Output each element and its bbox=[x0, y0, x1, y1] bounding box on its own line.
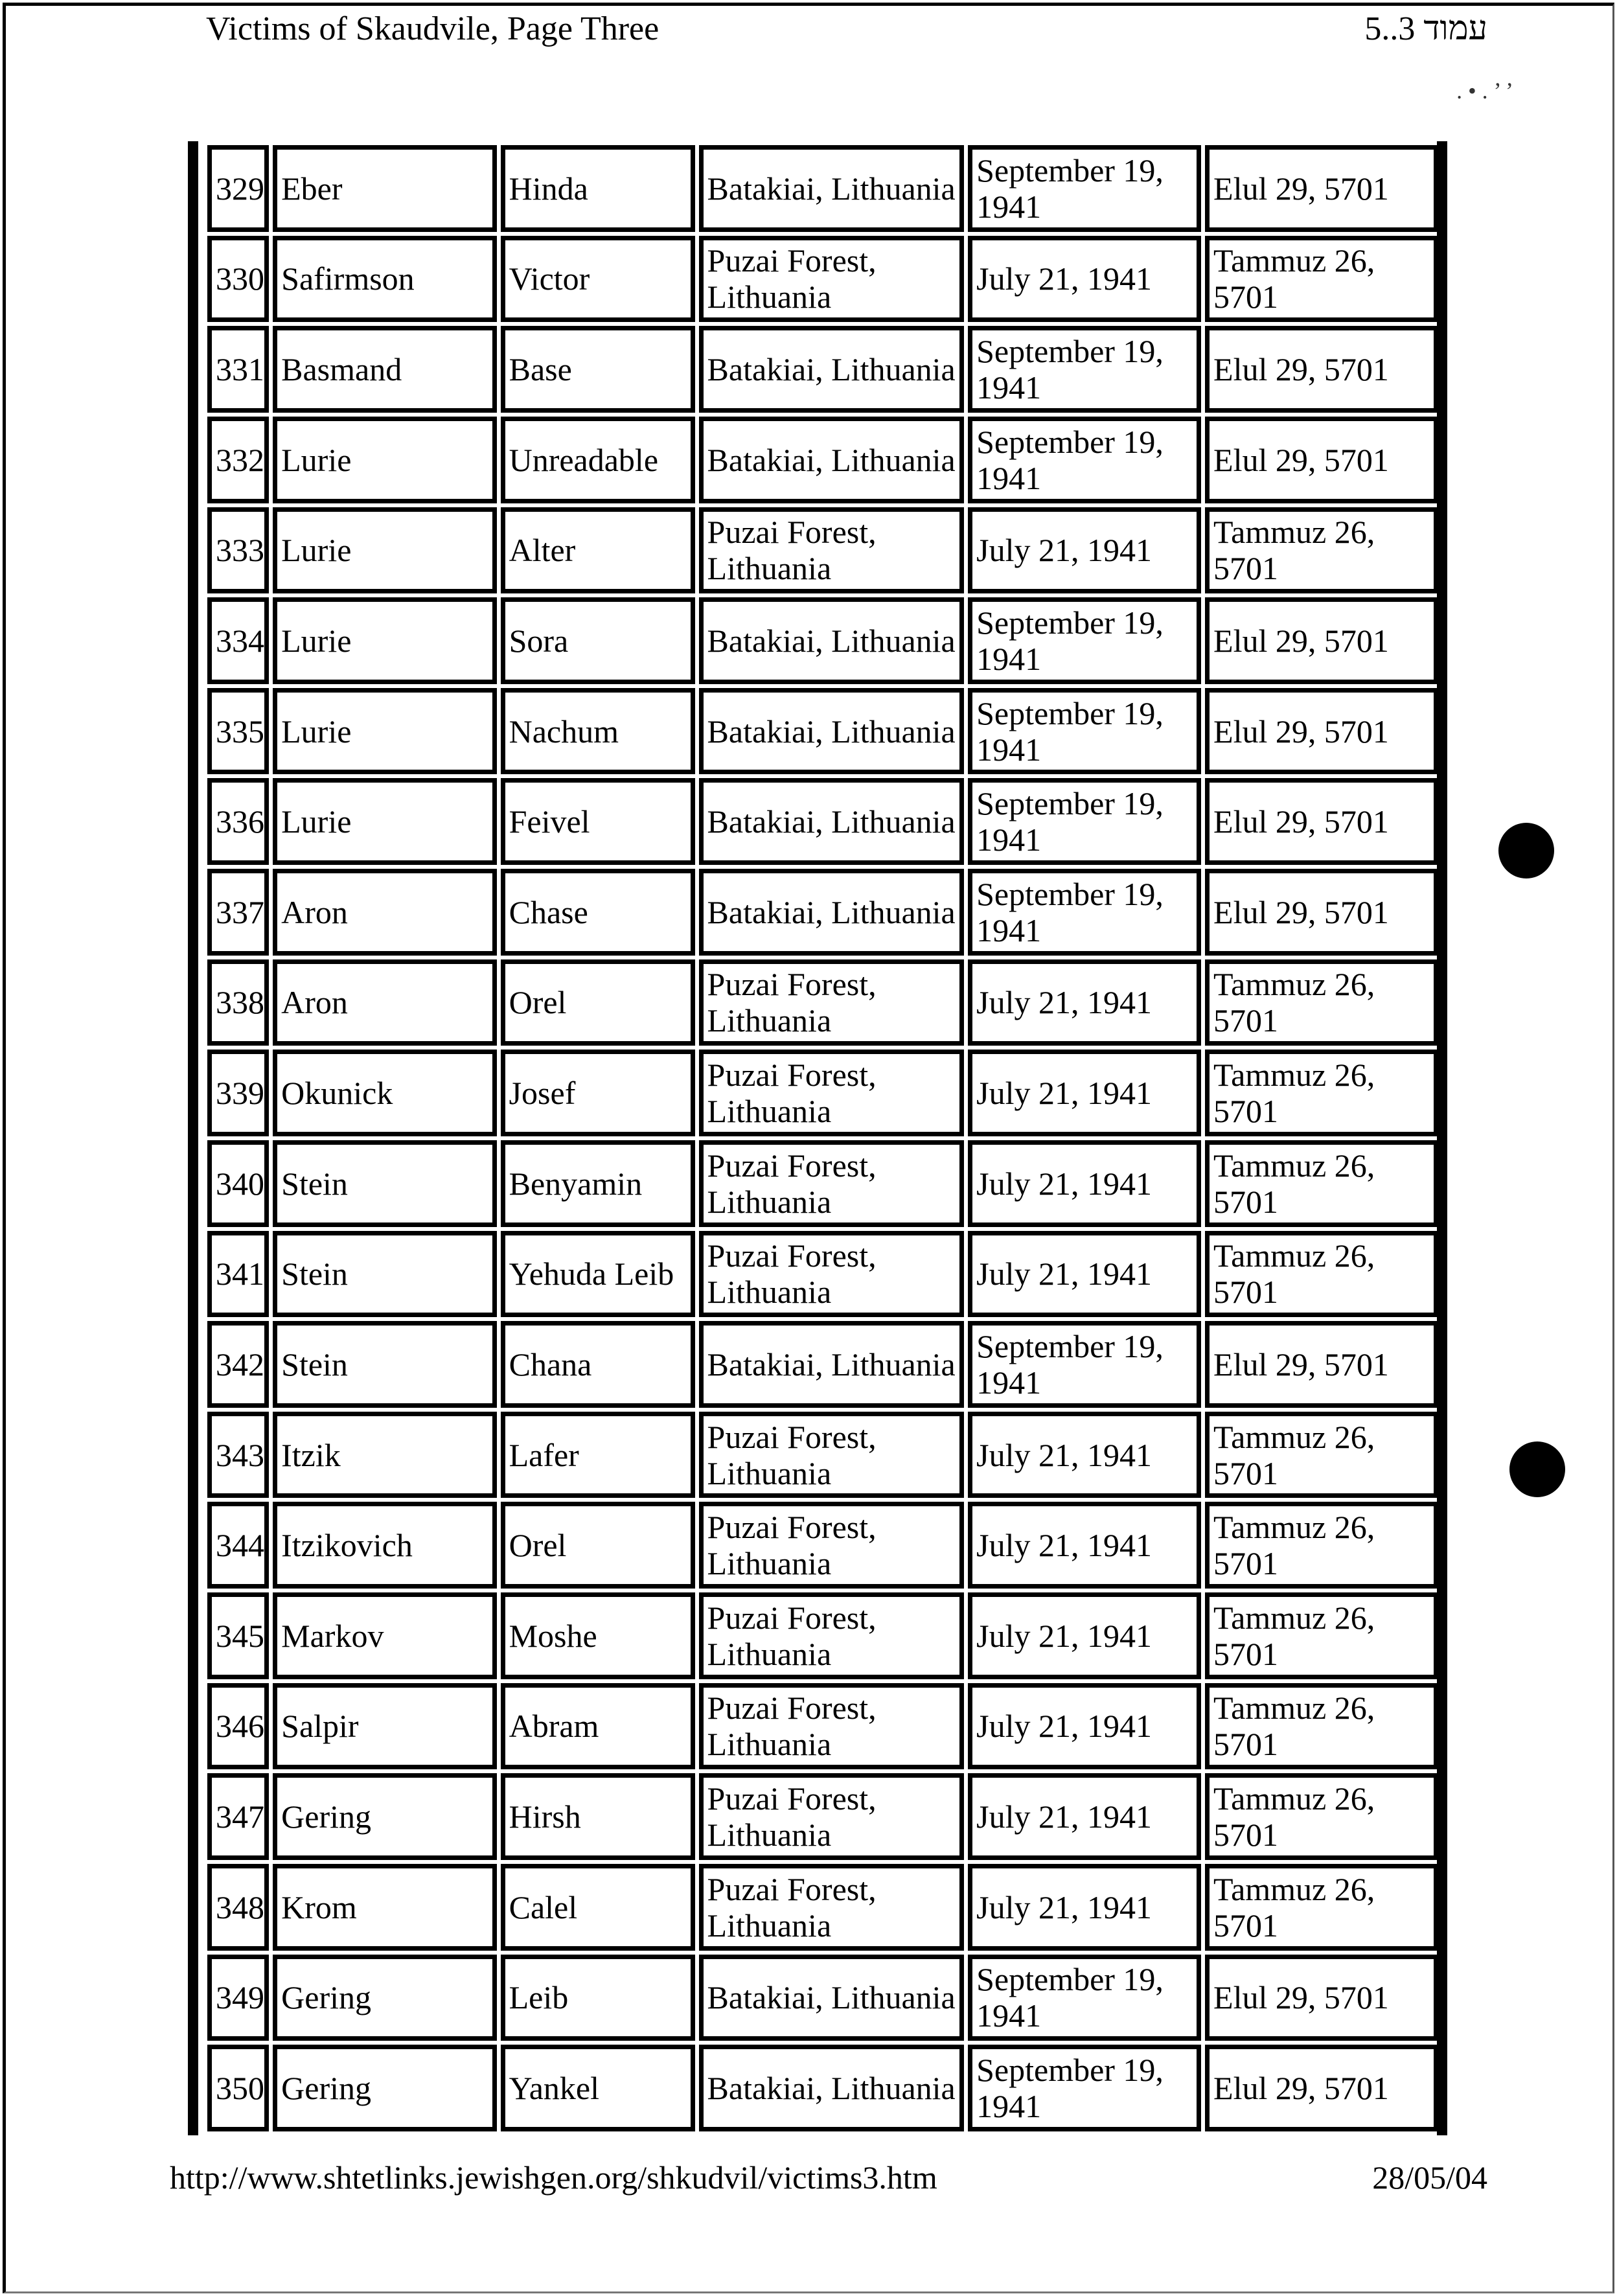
cell-first-name: Benyamin bbox=[501, 1140, 695, 1227]
cell-first-name: Hinda bbox=[501, 145, 695, 232]
cell-surname: Lurie bbox=[273, 507, 496, 594]
table-row bbox=[207, 1231, 1438, 1318]
cell-place: Puzai Forest, Lithuania bbox=[699, 1592, 965, 1679]
cell-date: September 19, 1941 bbox=[968, 688, 1201, 775]
cell-number: 339 bbox=[207, 1050, 269, 1136]
cell-number: 329 bbox=[207, 145, 269, 232]
cell-hebrew-date: Tammuz 26, 5701 bbox=[1205, 1592, 1438, 1679]
cell-surname: Lurie bbox=[273, 688, 496, 775]
victims-table-frame bbox=[188, 141, 1447, 2135]
cell-surname: Gering bbox=[273, 1955, 496, 2041]
cell-place: Puzai Forest, Lithuania bbox=[699, 1773, 965, 1860]
cell-date: July 21, 1941 bbox=[968, 1140, 1201, 1227]
table-row bbox=[207, 145, 1438, 232]
cell-place: Puzai Forest, Lithuania bbox=[699, 1864, 965, 1951]
cell-number: 332 bbox=[207, 417, 269, 503]
cell-surname: Stein bbox=[273, 1321, 496, 1408]
cell-hebrew-date: Tammuz 26, 5701 bbox=[1205, 1773, 1438, 1860]
cell-date: July 21, 1941 bbox=[968, 236, 1201, 323]
cell-number: 340 bbox=[207, 1140, 269, 1227]
cell-hebrew-date: Elul 29, 5701 bbox=[1205, 2045, 1438, 2131]
footer-date: 28/05/04 bbox=[1372, 2159, 1487, 2196]
cell-hebrew-date: Tammuz 26, 5701 bbox=[1205, 1140, 1438, 1227]
cell-place: Puzai Forest, Lithuania bbox=[699, 1050, 965, 1136]
cell-place: Puzai Forest, Lithuania bbox=[699, 236, 965, 323]
cell-place: Batakiai, Lithuania bbox=[699, 417, 965, 503]
cell-date: September 19, 1941 bbox=[968, 1955, 1201, 2041]
cell-hebrew-date: Elul 29, 5701 bbox=[1205, 597, 1438, 684]
cell-place: Puzai Forest, Lithuania bbox=[699, 1140, 965, 1227]
cell-place: Batakiai, Lithuania bbox=[699, 1321, 965, 1408]
table-row bbox=[207, 778, 1438, 865]
cell-date: September 19, 1941 bbox=[968, 1321, 1201, 1408]
cell-date: July 21, 1941 bbox=[968, 1864, 1201, 1951]
cell-hebrew-date: Elul 29, 5701 bbox=[1205, 326, 1438, 413]
cell-hebrew-date: Elul 29, 5701 bbox=[1205, 869, 1438, 956]
cell-surname: Krom bbox=[273, 1864, 496, 1951]
cell-number: 344 bbox=[207, 1502, 269, 1589]
cell-first-name: Chase bbox=[501, 869, 695, 956]
page-title: Victims of Skaudvile, Page Three bbox=[206, 10, 659, 47]
cell-first-name: Calel bbox=[501, 1864, 695, 1951]
cell-hebrew-date: Elul 29, 5701 bbox=[1205, 778, 1438, 865]
cell-place: Batakiai, Lithuania bbox=[699, 326, 965, 413]
cell-date: July 21, 1941 bbox=[968, 1412, 1201, 1498]
cell-date: July 21, 1941 bbox=[968, 1773, 1201, 1860]
table-row bbox=[207, 959, 1438, 1046]
cell-date: September 19, 1941 bbox=[968, 869, 1201, 956]
cell-date: September 19, 1941 bbox=[968, 2045, 1201, 2131]
cell-surname: Stein bbox=[273, 1231, 496, 1318]
cell-hebrew-date: Elul 29, 5701 bbox=[1205, 1955, 1438, 2041]
cell-number: 338 bbox=[207, 959, 269, 1046]
cell-date: July 21, 1941 bbox=[968, 507, 1201, 594]
table-row bbox=[207, 869, 1438, 956]
cell-first-name: Abram bbox=[501, 1683, 695, 1770]
cell-number: 335 bbox=[207, 688, 269, 775]
cell-hebrew-date: Tammuz 26, 5701 bbox=[1205, 236, 1438, 323]
cell-surname: Aron bbox=[273, 959, 496, 1046]
cell-date: July 21, 1941 bbox=[968, 1683, 1201, 1770]
cell-number: 334 bbox=[207, 597, 269, 684]
cell-place: Puzai Forest, Lithuania bbox=[699, 1231, 965, 1318]
table-row bbox=[207, 1412, 1438, 1498]
victims-table bbox=[203, 141, 1442, 2135]
cell-first-name: Josef bbox=[501, 1050, 695, 1136]
cell-surname: Lurie bbox=[273, 597, 496, 684]
cell-first-name: Unreadable bbox=[501, 417, 695, 503]
cell-date: July 21, 1941 bbox=[968, 1231, 1201, 1318]
cell-first-name: Victor bbox=[501, 236, 695, 323]
cell-first-name: Chana bbox=[501, 1321, 695, 1408]
table-row bbox=[207, 1321, 1438, 1408]
cell-date: September 19, 1941 bbox=[968, 326, 1201, 413]
cell-first-name: Leib bbox=[501, 1955, 695, 2041]
cell-first-name: Base bbox=[501, 326, 695, 413]
cell-hebrew-date: Tammuz 26, 5701 bbox=[1205, 1412, 1438, 1498]
cell-number: 330 bbox=[207, 236, 269, 323]
cell-date: July 21, 1941 bbox=[968, 959, 1201, 1046]
page-reference: עמוד 3..5 bbox=[1364, 10, 1487, 47]
footer-url: http://www.shtetlinks.jewishgen.org/shkudvil/victims3.htm bbox=[170, 2159, 937, 2196]
cell-surname: Basmand bbox=[273, 326, 496, 413]
table-row bbox=[207, 1592, 1438, 1679]
cell-surname: Aron bbox=[273, 869, 496, 956]
cell-hebrew-date: Tammuz 26, 5701 bbox=[1205, 1864, 1438, 1951]
cell-hebrew-date: Tammuz 26, 5701 bbox=[1205, 507, 1438, 594]
table-row bbox=[207, 417, 1438, 503]
cell-hebrew-date: Elul 29, 5701 bbox=[1205, 688, 1438, 775]
cell-surname: Lurie bbox=[273, 778, 496, 865]
cell-first-name: Sora bbox=[501, 597, 695, 684]
table-row bbox=[207, 688, 1438, 775]
cell-number: 342 bbox=[207, 1321, 269, 1408]
cell-number: 346 bbox=[207, 1683, 269, 1770]
table-row bbox=[207, 1773, 1438, 1860]
table-row bbox=[207, 2045, 1438, 2131]
cell-date: July 21, 1941 bbox=[968, 1050, 1201, 1136]
cell-surname: Safirmson bbox=[273, 236, 496, 323]
cell-first-name: Feivel bbox=[501, 778, 695, 865]
cell-first-name: Yankel bbox=[501, 2045, 695, 2131]
punch-hole bbox=[1498, 823, 1554, 878]
cell-first-name: Orel bbox=[501, 1502, 695, 1589]
cell-date: September 19, 1941 bbox=[968, 597, 1201, 684]
cell-hebrew-date: Tammuz 26, 5701 bbox=[1205, 1050, 1438, 1136]
cell-first-name: Lafer bbox=[501, 1412, 695, 1498]
cell-date: July 21, 1941 bbox=[968, 1592, 1201, 1679]
cell-place: Batakiai, Lithuania bbox=[699, 2045, 965, 2131]
victims-table-body bbox=[207, 145, 1438, 2131]
cell-first-name: Moshe bbox=[501, 1592, 695, 1679]
punch-hole bbox=[1509, 1441, 1565, 1497]
cell-hebrew-date: Elul 29, 5701 bbox=[1205, 1321, 1438, 1408]
cell-surname: Salpir bbox=[273, 1683, 496, 1770]
table-row bbox=[207, 597, 1438, 684]
cell-place: Puzai Forest, Lithuania bbox=[699, 1412, 965, 1498]
cell-surname: Okunick bbox=[273, 1050, 496, 1136]
cell-place: Batakiai, Lithuania bbox=[699, 778, 965, 865]
cell-surname: Lurie bbox=[273, 417, 496, 503]
cell-place: Puzai Forest, Lithuania bbox=[699, 959, 965, 1046]
table-row bbox=[207, 1050, 1438, 1136]
cell-hebrew-date: Tammuz 26, 5701 bbox=[1205, 1683, 1438, 1770]
cell-number: 345 bbox=[207, 1592, 269, 1679]
cell-surname: Stein bbox=[273, 1140, 496, 1227]
cell-place: Batakiai, Lithuania bbox=[699, 869, 965, 956]
cell-first-name: Alter bbox=[501, 507, 695, 594]
scan-specks: . • . ’ ’ bbox=[1456, 78, 1513, 104]
cell-place: Batakiai, Lithuania bbox=[699, 145, 965, 232]
table-row bbox=[207, 1683, 1438, 1770]
cell-hebrew-date: Tammuz 26, 5701 bbox=[1205, 1502, 1438, 1589]
cell-date: September 19, 1941 bbox=[968, 778, 1201, 865]
cell-number: 349 bbox=[207, 1955, 269, 2041]
cell-surname: Gering bbox=[273, 1773, 496, 1860]
cell-number: 336 bbox=[207, 778, 269, 865]
cell-place: Batakiai, Lithuania bbox=[699, 1955, 965, 2041]
cell-place: Puzai Forest, Lithuania bbox=[699, 1683, 965, 1770]
cell-hebrew-date: Tammuz 26, 5701 bbox=[1205, 1231, 1438, 1318]
table-row bbox=[207, 326, 1438, 413]
cell-number: 333 bbox=[207, 507, 269, 594]
cell-number: 347 bbox=[207, 1773, 269, 1860]
cell-surname: Eber bbox=[273, 145, 496, 232]
cell-first-name: Yehuda Leib bbox=[501, 1231, 695, 1318]
cell-hebrew-date: Tammuz 26, 5701 bbox=[1205, 959, 1438, 1046]
cell-surname: Itzikovich bbox=[273, 1502, 496, 1589]
cell-first-name: Orel bbox=[501, 959, 695, 1046]
table-row bbox=[207, 1955, 1438, 2041]
cell-date: July 21, 1941 bbox=[968, 1502, 1201, 1589]
cell-hebrew-date: Elul 29, 5701 bbox=[1205, 417, 1438, 503]
table-row bbox=[207, 507, 1438, 594]
table-row bbox=[207, 1140, 1438, 1227]
cell-date: September 19, 1941 bbox=[968, 145, 1201, 232]
cell-place: Batakiai, Lithuania bbox=[699, 597, 965, 684]
table-row bbox=[207, 236, 1438, 323]
cell-number: 331 bbox=[207, 326, 269, 413]
table-row bbox=[207, 1864, 1438, 1951]
cell-number: 350 bbox=[207, 2045, 269, 2131]
cell-place: Batakiai, Lithuania bbox=[699, 688, 965, 775]
cell-place: Puzai Forest, Lithuania bbox=[699, 1502, 965, 1589]
cell-first-name: Hirsh bbox=[501, 1773, 695, 1860]
cell-hebrew-date: Elul 29, 5701 bbox=[1205, 145, 1438, 232]
cell-date: September 19, 1941 bbox=[968, 417, 1201, 503]
cell-number: 348 bbox=[207, 1864, 269, 1951]
cell-place: Puzai Forest, Lithuania bbox=[699, 507, 965, 594]
table-row bbox=[207, 1502, 1438, 1589]
cell-number: 341 bbox=[207, 1231, 269, 1318]
cell-surname: Gering bbox=[273, 2045, 496, 2131]
cell-number: 343 bbox=[207, 1412, 269, 1498]
cell-first-name: Nachum bbox=[501, 688, 695, 775]
cell-surname: Markov bbox=[273, 1592, 496, 1679]
cell-surname: Itzik bbox=[273, 1412, 496, 1498]
cell-number: 337 bbox=[207, 869, 269, 956]
